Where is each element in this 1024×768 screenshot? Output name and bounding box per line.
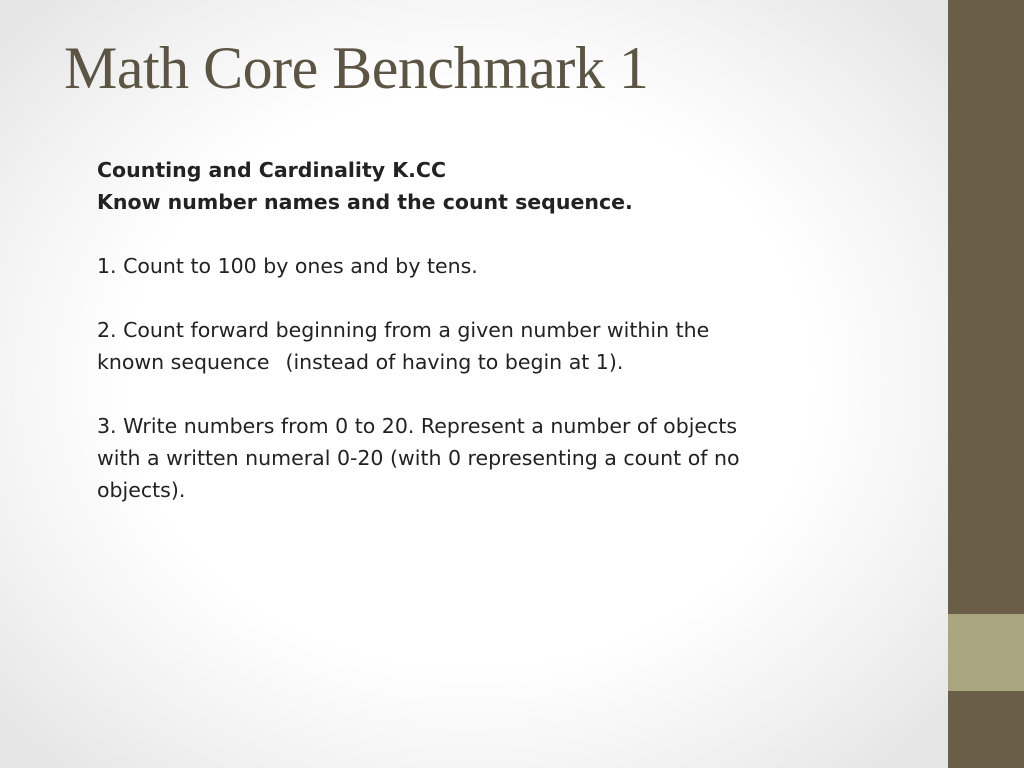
standard-item-1: 1. Count to 100 by ones and by tens. bbox=[97, 254, 478, 278]
slide-title: Math Core Benchmark 1 bbox=[64, 35, 649, 101]
domain-heading: Counting and Cardinality K.CC bbox=[97, 158, 447, 182]
standard-item-3-line-1: 3. Write numbers from 0 to 20. Represent a number of objects bbox=[97, 414, 738, 438]
standard-item-2-part-a: known sequence bbox=[97, 350, 270, 374]
cluster-heading: Know number names and the count sequence. bbox=[97, 190, 633, 214]
standard-item-3-line-3: objects). bbox=[97, 478, 186, 502]
spacer bbox=[97, 218, 897, 250]
slide-content bbox=[97, 154, 897, 506]
standard-item-2-part-b: (instead of having to begin at 1). bbox=[285, 350, 624, 374]
spacer bbox=[97, 282, 897, 314]
spacer bbox=[97, 378, 897, 410]
standard-item-3-line-2: with a written numeral 0-20 (with 0 representing a count of no bbox=[97, 446, 740, 470]
sidebar-accent-block bbox=[948, 614, 1024, 691]
standard-item-2-line-2 bbox=[97, 346, 897, 378]
standard-item-2-line-1: 2. Count forward beginning from a given number within the bbox=[97, 318, 710, 342]
